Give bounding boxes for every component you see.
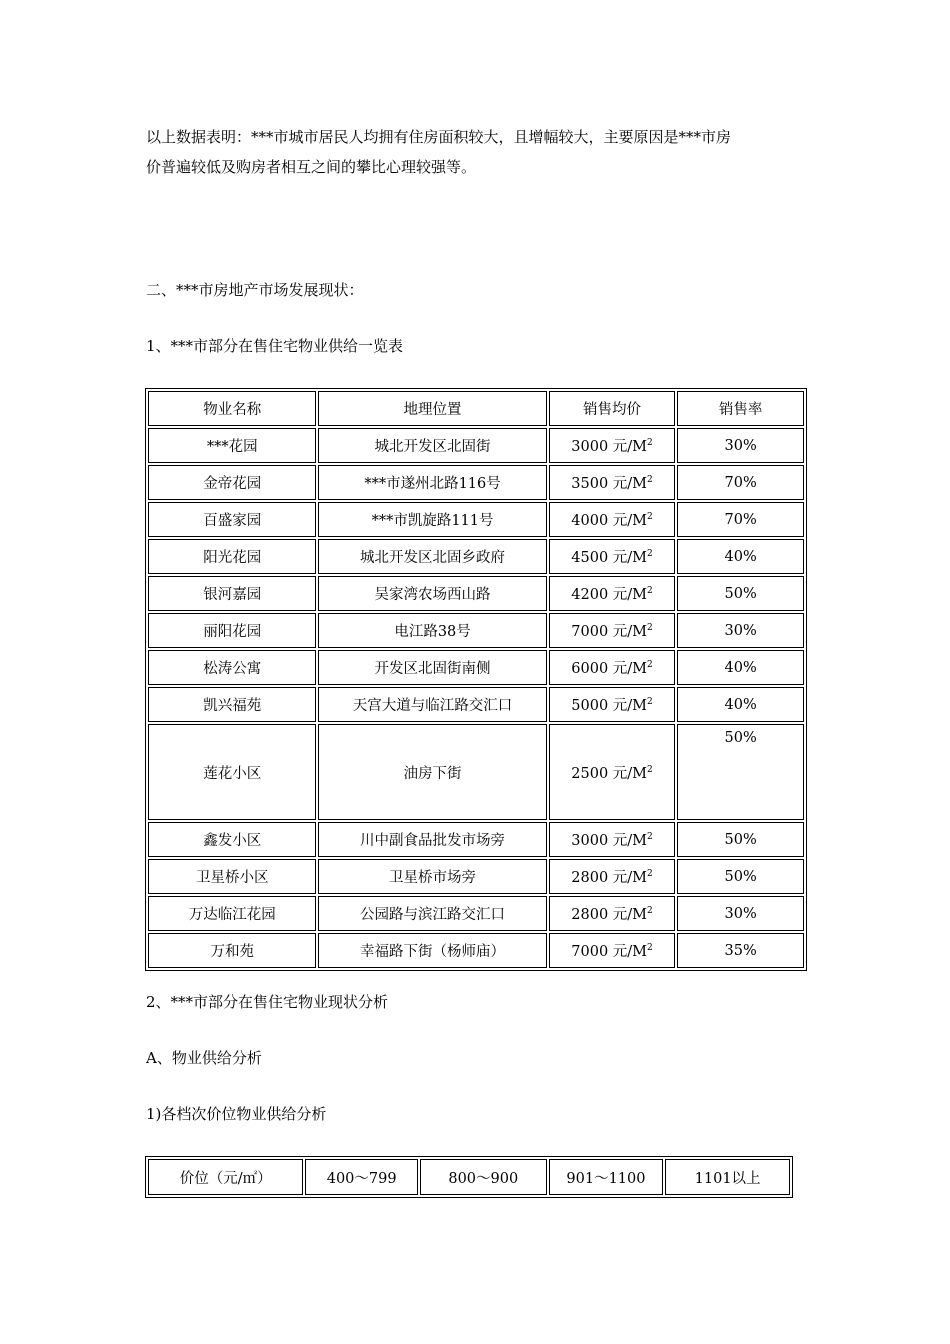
property-sales-rate-cell: 30% [677,428,804,463]
property-price-cell [549,822,676,857]
price-unit-superscript: 2 [647,660,653,671]
property-name-cell: 凯兴福苑 [148,687,316,722]
property-name-cell: 丽阳花园 [148,613,316,648]
property-location-cell: 油房下街 [318,724,546,820]
property-location-cell: 城北开发区北固街 [318,428,546,463]
property-name-cell: 莲花小区 [148,724,316,820]
price-unit-superscript: 2 [647,832,653,843]
property-price-cell [549,576,676,611]
property-location-cell: 天宫大道与临江路交汇口 [318,687,546,722]
intro-paragraph [146,122,806,182]
property-sales-rate-cell: 35% [677,933,804,968]
table-row [148,428,804,463]
table-row [148,539,804,574]
price-unit: 元/M [612,907,648,923]
property-sales-rate-cell: 40% [677,687,804,722]
property-price-cell [549,650,676,685]
price-tier-label: 价位（元/㎡） [148,1159,303,1195]
property-price-cell [549,428,676,463]
property-sales-rate-cell: 50% [677,576,804,611]
table-row [148,896,804,931]
subsection-a-title: A、物业供给分析 [146,1049,262,1067]
table-row [148,1159,790,1195]
price-value: 7000 [571,944,609,960]
property-sales-rate-cell: 70% [677,502,804,537]
property-location-cell: 公园路与滨江路交汇口 [318,896,546,931]
intro-line-1: 以上数据表明：***市城市居民人均拥有住房面积较大，且增幅较大，主要原因是***市房 [146,128,732,146]
price-unit: 元/M [612,624,648,640]
property-location-cell: 电江路38号 [318,613,546,648]
property-location-cell: 开发区北固街南侧 [318,650,546,685]
price-value: 3000 [571,833,609,849]
property-location-cell: 吴家湾农场西山路 [318,576,546,611]
price-value: 6000 [571,661,609,677]
price-unit: 元/M [612,765,648,782]
header-property-name: 物业名称 [148,391,316,426]
property-name-cell: 银河嘉园 [148,576,316,611]
property-location-cell: 川中副食品批发市场旁 [318,822,546,857]
price-value: 3000 [571,439,609,455]
price-unit-superscript: 2 [647,764,653,775]
section-2-title: 二、***市房地产市场发展现状： [146,281,364,299]
price-unit: 元/M [612,550,648,566]
price-unit-superscript: 2 [647,475,653,486]
property-name-cell: 卫星桥小区 [148,859,316,894]
price-unit-superscript: 2 [647,512,653,523]
price-unit-superscript: 2 [647,586,653,597]
price-unit: 元/M [612,870,648,886]
header-sales-rate: 销售率 [677,391,804,426]
property-name-cell: 万和苑 [148,933,316,968]
price-unit: 元/M [612,476,648,492]
table-row [148,822,804,857]
table-row [148,650,804,685]
property-location-cell: 城北开发区北固乡政府 [318,539,546,574]
price-unit-superscript: 2 [647,438,653,449]
property-sales-rate-cell: 40% [677,650,804,685]
property-sales-rate-cell: 70% [677,465,804,500]
price-unit-superscript: 2 [647,906,653,917]
price-tier-cell: 400～799 [305,1159,417,1195]
property-location-cell: 卫星桥市场旁 [318,859,546,894]
property-sales-rate-cell: 50% [677,724,804,820]
price-unit-superscript: 2 [647,549,653,560]
property-location-cell: 幸福路下街（杨师庙） [318,933,546,968]
property-name-cell: 鑫发小区 [148,822,316,857]
price-unit: 元/M [612,833,648,849]
price-value: 2800 [571,870,609,886]
property-sales-rate-cell: 30% [677,896,804,931]
subsection-1a-title: 1)各档次价位物业供给分析 [146,1105,327,1123]
property-price-cell [549,465,676,500]
property-price-cell [549,687,676,722]
price-value: 7000 [571,624,609,640]
price-unit-superscript: 2 [647,623,653,634]
property-sales-rate-cell: 50% [677,822,804,857]
property-sales-rate-cell: 40% [677,539,804,574]
subsection-1-title: 1、***市部分在售住宅物业供给一览表 [146,337,404,355]
table-row [148,687,804,722]
property-price-cell [549,859,676,894]
price-unit: 元/M [612,944,648,960]
header-location: 地理位置 [318,391,546,426]
price-unit: 元/M [612,439,648,455]
table-header-row [148,391,804,426]
price-unit: 元/M [612,587,648,603]
property-price-cell [549,933,676,968]
table-row [148,724,804,820]
price-value: 5000 [571,698,609,714]
price-value: 2500 [571,765,609,782]
price-unit-superscript: 2 [647,869,653,880]
intro-line-2: 价普遍较低及购房者相互之间的攀比心理较强等。 [146,158,477,176]
price-value: 2800 [571,907,609,923]
table-row [148,465,804,500]
property-name-cell: ***花园 [148,428,316,463]
property-location-cell: ***市凯旋路111号 [318,502,546,537]
price-tier-cell: 800～900 [420,1159,547,1195]
price-value: 4200 [571,587,609,603]
property-sales-rate-cell: 30% [677,613,804,648]
table-row [148,502,804,537]
table-row [148,859,804,894]
price-value: 4500 [571,550,609,566]
property-price-cell [549,613,676,648]
price-unit: 元/M [612,513,648,529]
property-supply-table [145,388,807,971]
price-tier-table [145,1156,793,1198]
property-price-cell [549,724,676,820]
price-tier-cell: 901～1100 [549,1159,664,1195]
property-name-cell: 松涛公寓 [148,650,316,685]
property-name-cell: 金帝花园 [148,465,316,500]
header-avg-price: 销售均价 [549,391,676,426]
property-name-cell: 万达临江花园 [148,896,316,931]
property-location-cell: ***市遂州北路116号 [318,465,546,500]
property-price-cell [549,539,676,574]
price-value: 3500 [571,476,609,492]
property-price-cell [549,896,676,931]
property-price-cell [549,502,676,537]
price-tier-cell: 1101以上 [665,1159,790,1195]
table-row [148,576,804,611]
price-value: 4000 [571,513,609,529]
table-row [148,933,804,968]
table-row [148,613,804,648]
subsection-2-title: 2、***市部分在售住宅物业现状分析 [146,993,389,1011]
price-unit-superscript: 2 [647,697,653,708]
property-name-cell: 阳光花园 [148,539,316,574]
price-unit: 元/M [612,661,648,677]
price-unit: 元/M [612,698,648,714]
property-sales-rate-cell: 50% [677,859,804,894]
property-name-cell: 百盛家园 [148,502,316,537]
price-unit-superscript: 2 [647,943,653,954]
